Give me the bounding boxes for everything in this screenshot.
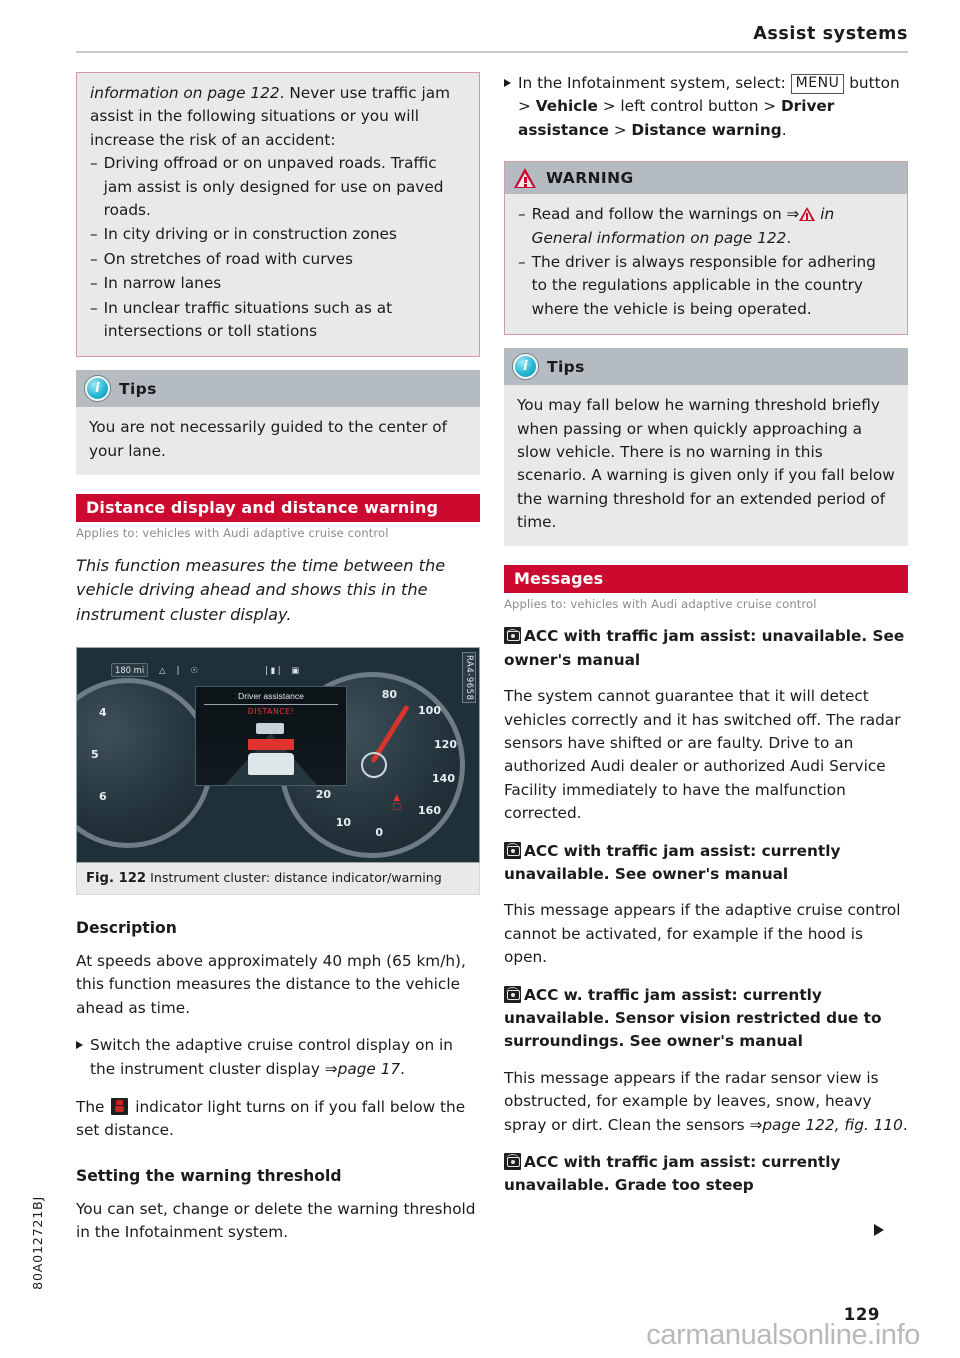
tips-box-header — [76, 370, 480, 407]
path-driver-assistance: Driver assistance — [518, 97, 835, 139]
spacer — [504, 335, 908, 348]
spacer — [504, 546, 908, 565]
figure-caption-label: Fig. 122 — [86, 870, 147, 886]
mfd-own-vehicle — [248, 753, 294, 775]
document-side-code: 80A012721BJ — [30, 1196, 45, 1290]
cross-reference-arrow-icon: ⇒ — [749, 1115, 763, 1134]
speedo-label-10: 10 — [335, 815, 351, 829]
description-bullet-text — [90, 1034, 480, 1081]
warn-item1-italic: in General information on page 122 — [531, 205, 835, 247]
car-dot — [511, 849, 515, 853]
speedo-label-120: 120 — [434, 737, 457, 751]
message-title — [504, 984, 908, 1054]
warning-list-item — [90, 152, 467, 222]
separator-bar: | — [176, 665, 180, 676]
bullet-triangle-icon — [76, 1041, 83, 1049]
spacer — [504, 142, 908, 161]
needle-hub — [361, 752, 387, 778]
mfd-distance-warning-bar — [248, 739, 294, 750]
message-title-text: ACC with traffic jam assist: currently unavailable. Grade too steep — [504, 1152, 841, 1195]
message-title-text: ACC with traffic jam assist: unavailable. See owner's manual — [504, 627, 905, 669]
dash-marker: – — [518, 252, 526, 271]
figure-caption — [76, 863, 480, 895]
tach-label-6: 6 — [99, 789, 107, 803]
tips-box-text: You may fall below he warning threshold briefly when passing or when quickly approaching a slow vehicle. There is no warning in this scenario. A warning is given only if you fall below the warning threshold for an extended period of time. — [517, 396, 895, 532]
info-circle-icon: i — [85, 376, 110, 401]
warning-item-text: In narrow lanes — [103, 274, 222, 293]
infotainment-path-text — [518, 72, 908, 142]
bullet-page-ref: page 17 — [337, 1059, 401, 1078]
range-unit: mi — [133, 665, 145, 676]
mfd-display — [195, 686, 347, 786]
distance-warning-lamp: ▲ □ — [392, 792, 401, 813]
tips-box-body — [76, 407, 480, 475]
tips-box-title: Tips — [547, 357, 585, 376]
acc-message-icon — [504, 1153, 521, 1170]
menu-button-key[interactable]: MENU — [791, 74, 845, 94]
odometer-icon: ▣ — [291, 665, 300, 676]
fuel-gauge-icon: | ▮ | — [264, 665, 281, 676]
infotainment-path-bullet — [504, 72, 908, 142]
cross-reference-arrow-icon: ⇒ — [786, 205, 800, 224]
warning-item-text: In unclear traffic situations such as at intersections or toll stations — [103, 298, 393, 340]
path-mid1: button > — [518, 74, 900, 116]
message-body — [504, 1067, 908, 1137]
warning-continuation-body — [77, 73, 479, 356]
indicator-pre-text: The — [76, 1097, 110, 1116]
spacer — [76, 475, 480, 494]
figure-122 — [76, 647, 480, 895]
dash-marker: – — [90, 225, 98, 244]
cluster-status-bar — [111, 662, 441, 679]
tips-box-text: You are not necessarily guided to the center of your lane. — [89, 418, 448, 460]
page-number: 129 — [843, 1305, 880, 1324]
path-pre: In the Infotainment system, select: — [518, 74, 791, 92]
spacer — [76, 357, 480, 370]
exclamation-bar — [806, 213, 808, 217]
dash-marker: – — [90, 274, 98, 293]
warning-list-item — [90, 248, 467, 271]
warning-list-item — [90, 297, 467, 344]
mfd-title: Driver assistance — [238, 690, 304, 701]
message-body: The system cannot guarantee that it will detect vehicles correctly and it has switched off. The radar sensors have shifted or are faulty. Drive to an authorized Audi dealer or authorized Audi Service Facility immediately to have the malfunction corrected. — [504, 687, 901, 823]
car-dot — [511, 993, 515, 997]
speedo-label-140: 140 — [432, 771, 455, 785]
setting-threshold-paragraph: You can set, change or delete the warning threshold in the Infotainment system. — [76, 1199, 476, 1242]
warn-item1-pre: Read and follow the warnings on — [531, 205, 787, 224]
header-divider — [76, 51, 908, 53]
tips-box-right — [504, 348, 908, 546]
path-distance-warning: Distance warning — [631, 120, 782, 139]
warning-item-text — [532, 203, 895, 250]
warning-intro-rest: . Never use traffic jam assist in the following situations or you will increase the risk of an accident: — [90, 84, 450, 149]
exclamation-dot — [524, 184, 526, 186]
bullet-triangle-icon — [504, 79, 511, 87]
message-title — [504, 1151, 908, 1198]
page-title: Assist systems — [753, 24, 908, 44]
mfd-mode-label: DISTANCE! — [247, 706, 295, 716]
path-end: . — [781, 120, 787, 139]
message-title — [504, 840, 908, 887]
description-bullet — [76, 1034, 480, 1081]
warning-list-item — [90, 223, 467, 246]
tachometer-dial — [76, 678, 213, 848]
right-column — [504, 72, 908, 1198]
tips-box-header — [504, 348, 908, 385]
message-page-ref: page 122, fig. 110 — [762, 1115, 903, 1134]
section-applies-to: Applies to: vehicles with Audi adaptive cruise control — [76, 526, 389, 541]
path-mid2: > left control button > — [597, 97, 781, 116]
indicator-post-text: indicator light turns on if you fall below the set distance. — [76, 1097, 466, 1140]
range-chip — [111, 663, 148, 677]
warning-triangle-icon — [514, 168, 537, 188]
acc-message-icon — [504, 627, 521, 644]
instrument-cluster-image — [76, 647, 480, 863]
info-circle-icon: i — [513, 354, 538, 379]
message-body-pre: This message appears if the radar sensor view is obstructed, for example by leaves, snow, heavy spray or dirt. Clean the sensors — [504, 1068, 879, 1134]
warning-box-right — [504, 161, 908, 335]
dash-marker: – — [90, 249, 98, 268]
messages-applies-to: Applies to: vehicles with Audi adaptive cruise control — [504, 597, 817, 612]
continue-arrow-icon — [874, 1224, 884, 1236]
acc-message-icon — [504, 986, 521, 1003]
warn-item1-end: . — [786, 228, 792, 247]
page-header — [76, 24, 908, 53]
speedo-label-0: 0 — [375, 825, 383, 839]
warning-box-header — [505, 162, 907, 194]
setting-threshold-heading: Setting the warning threshold — [76, 1166, 342, 1185]
dash-marker: – — [90, 298, 98, 317]
message-title-text: ACC w. traffic jam assist: currently unavailable. Sensor vision restricted due to surroundings. See owner's manual — [504, 985, 882, 1051]
speedo-label-20: 20 — [315, 787, 331, 801]
dash-marker: – — [90, 154, 98, 173]
distance-indicator-light-icon — [111, 1098, 128, 1115]
dash-marker: – — [518, 205, 526, 224]
mfd-divider — [204, 704, 338, 705]
warning-intro-italic: information on page 122 — [90, 84, 280, 102]
cross-reference-arrow-icon: ⇒ — [324, 1059, 338, 1078]
section-heading-distance-display: Distance display and distance warning — [76, 494, 480, 522]
globe-icon: ☉ — [190, 665, 198, 676]
watermark: carmanualsonline.info — [646, 1319, 920, 1351]
warning-triangle-cluster-icon: △ — [159, 665, 166, 676]
car-dot — [511, 1160, 515, 1164]
message-body-end: . — [902, 1115, 908, 1134]
speedo-label-80: 80 — [381, 687, 397, 701]
figure-caption-text: Instrument cluster: distance indicator/warning — [150, 869, 442, 885]
acc-message-icon — [504, 842, 521, 859]
description-heading: Description — [76, 918, 177, 937]
warning-intro-paragraph — [90, 82, 467, 152]
speedo-label-100: 100 — [418, 703, 441, 717]
figure-code: RA4-9658 — [462, 652, 476, 703]
description-paragraph: At speeds above approximately 40 mph (65 km/h), this function measures the distance to the vehicle ahead as time. — [76, 951, 466, 1017]
exclamation-bar — [524, 177, 526, 183]
warning-box-body — [505, 194, 907, 334]
tach-label-5: 5 — [91, 747, 99, 761]
exclamation-dot — [806, 218, 808, 220]
warning-list-item — [90, 272, 467, 295]
indicator-own-car — [115, 1106, 124, 1112]
warning-continuation-box — [76, 72, 480, 357]
warning-box-title: WARNING — [546, 169, 634, 188]
warning-item-text: In city driving or in construction zones — [103, 225, 397, 244]
tach-label-4: 4 — [99, 705, 107, 719]
indicator-light-paragraph — [76, 1096, 480, 1143]
warning-item-text: On stretches of road with curves — [103, 249, 353, 268]
bullet-text-end: . — [400, 1059, 406, 1078]
section-lead-paragraph: This function measures the time between the vehicle driving ahead and shows this in the instrument cluster display. — [76, 556, 446, 624]
message-title-text: ACC with traffic jam assist: currently unavailable. See owner's manual — [504, 841, 841, 883]
warning-item-text: The driver is always responsible for adhering to the regulations applicable in the country where the vehicle is being operated. — [531, 252, 876, 318]
warning-item — [518, 203, 895, 250]
tips-box-left — [76, 370, 480, 475]
tips-box-title: Tips — [119, 379, 157, 398]
message-title — [504, 625, 908, 672]
mfd-lead-vehicle — [256, 723, 284, 734]
indicator-lead-car — [116, 1100, 123, 1105]
left-column — [76, 72, 480, 1244]
section-heading-messages: Messages — [504, 565, 908, 593]
warning-item-text: Driving offroad or on unpaved roads. Traffic jam assist is only designed for use on paved roads. — [103, 154, 444, 219]
warning-triangle-small-icon — [799, 207, 815, 221]
path-vehicle: Vehicle — [535, 97, 598, 116]
tips-box-body — [504, 385, 908, 546]
warning-item — [518, 251, 895, 321]
range-value: 180 — [115, 665, 131, 676]
path-mid3: > — [608, 120, 632, 139]
message-body: This message appears if the adaptive cruise control cannot be activated, for example if the hood is open. — [504, 901, 901, 967]
bullet-text-pre: Switch the adaptive cruise control display on in the instrument cluster display — [90, 1036, 453, 1078]
speedo-label-160: 160 — [418, 803, 441, 817]
